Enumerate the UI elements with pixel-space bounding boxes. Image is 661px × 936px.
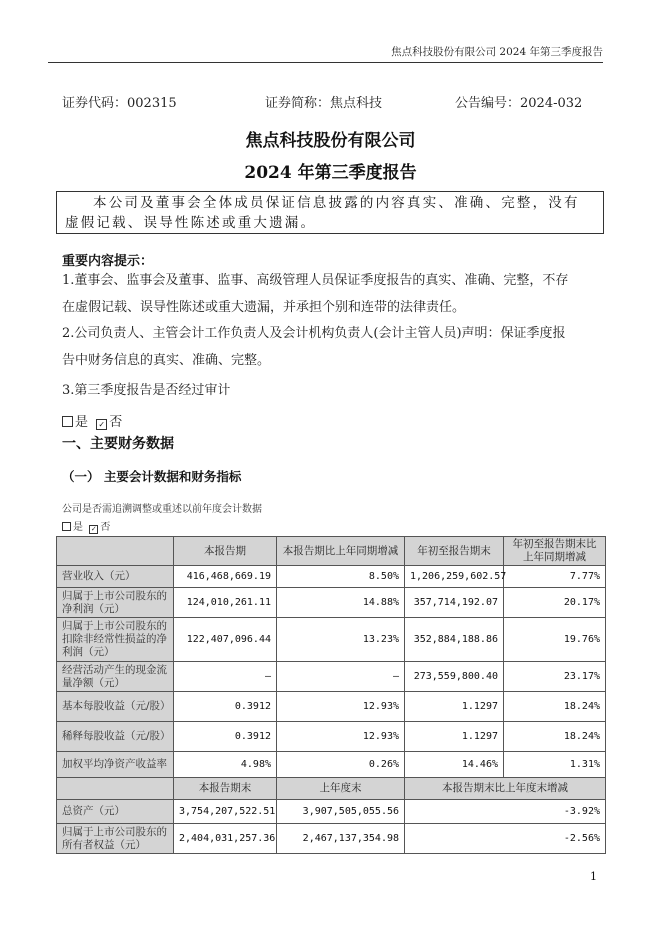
column-header: 本报告期 xyxy=(174,537,277,566)
row-label: 经营活动产生的现金流量净额（元） xyxy=(57,662,174,692)
row-label: 归属于上市公司股东的扣除非经常性损益的净利润（元） xyxy=(57,618,174,662)
table-row xyxy=(57,588,606,618)
restatement-options xyxy=(62,518,110,534)
cell-value: 7.77% xyxy=(504,566,606,588)
report-title: 2024 年第三季度报告 xyxy=(244,163,417,183)
cell-value: 12.93% xyxy=(277,692,405,722)
audit-options xyxy=(62,411,122,430)
restatement-yes-label: 是 xyxy=(73,522,83,533)
table-row xyxy=(57,662,606,692)
table-header-row xyxy=(57,537,606,566)
restatement-yes-checkbox[interactable] xyxy=(62,522,71,531)
cell-value: -2.56% xyxy=(405,824,606,854)
table-row xyxy=(57,692,606,722)
cell-value: 23.17% xyxy=(504,662,606,692)
cell-value: — xyxy=(174,662,277,692)
cell-value: 2,467,137,354.98 xyxy=(277,824,405,854)
cell-value: 13.23% xyxy=(277,618,405,662)
column-header: 年初至报告期末 xyxy=(405,537,504,566)
restatement-no-checkbox-checked[interactable]: ✓ xyxy=(90,525,97,533)
cell-value: 122,407,096.44 xyxy=(174,618,277,662)
important-item-3: 3.第三季度报告是否经过审计 xyxy=(62,383,231,398)
restatement-question: 公司是否需追溯调整或重述以前年度会计数据 xyxy=(62,504,262,515)
cell-value: 1,206,259,602.57 xyxy=(405,566,504,588)
important-item-1 xyxy=(62,267,602,321)
audit-yes-checkbox[interactable] xyxy=(62,416,73,427)
cell-value: 18.24% xyxy=(504,692,606,722)
row-label: 稀释每股收益（元/股） xyxy=(57,722,174,752)
notice-line-1: 本公司及董事会全体成员保证信息披露的内容真实、准确、完整，没有 xyxy=(93,195,580,211)
cell-value: 14.88% xyxy=(277,588,405,618)
cell-value: 3,754,207,522.51 xyxy=(174,800,277,824)
restatement-no-label: 否 xyxy=(100,522,111,533)
column-header: 年初至报告期末比上年同期增减 xyxy=(504,537,606,566)
important-item-1-line-2: 在虚假记载、误导性陈述或重大遗漏，并承担个别和连带的法律责任。 xyxy=(62,300,466,315)
cell-value: 8.50% xyxy=(277,566,405,588)
cell-value: 18.24% xyxy=(504,722,606,752)
column-header: 本报告期比上年同期增减 xyxy=(277,537,405,566)
column-header xyxy=(57,537,174,566)
row-label: 营业收入（元） xyxy=(57,566,174,588)
column-header xyxy=(57,778,174,800)
cell-value: — xyxy=(277,662,405,692)
cell-value: 4.98% xyxy=(174,752,277,778)
cell-value: 2,404,031,257.36 xyxy=(174,824,277,854)
important-item-2-line-2: 告中财务信息的真实、准确、完整。 xyxy=(62,353,271,368)
table-row xyxy=(57,752,606,778)
cell-value: 0.3912 xyxy=(174,722,277,752)
cell-value: -3.92% xyxy=(405,800,606,824)
financial-data-table xyxy=(56,536,606,854)
audit-no-label: 否 xyxy=(109,415,123,430)
cell-value: 14.46% xyxy=(405,752,504,778)
table-row xyxy=(57,618,606,662)
column-header: 上年度末 xyxy=(277,778,405,800)
running-header: 焦点科技股份有限公司 2024 年第三季度报告 xyxy=(48,44,603,63)
important-heading: 重要内容提示： xyxy=(62,254,154,269)
cell-value: 1.1297 xyxy=(405,692,504,722)
notice-box xyxy=(56,191,604,234)
cell-value: 357,714,192.07 xyxy=(405,588,504,618)
page-number: 1 xyxy=(590,870,597,883)
important-item-2-line-1: 2.公司负责人、主管会计工作负责人及会计机构负责人(会计主管人员)声明：保证季度报 xyxy=(62,326,566,341)
important-item-2 xyxy=(62,320,602,374)
audit-no-checkbox-checked[interactable]: ✓ xyxy=(96,419,107,430)
cell-value: 20.17% xyxy=(504,588,606,618)
cell-value: 273,559,800.40 xyxy=(405,662,504,692)
company-name: 焦点科技股份有限公司 xyxy=(245,131,416,151)
column-header: 本报告期末比上年度末增减 xyxy=(405,778,606,800)
column-header: 本报告期末 xyxy=(174,778,277,800)
cell-value: 0.26% xyxy=(277,752,405,778)
cell-value: 124,010,261.11 xyxy=(174,588,277,618)
table-row xyxy=(57,722,606,752)
cell-value: 416,468,669.19 xyxy=(174,566,277,588)
row-label: 基本每股收益（元/股） xyxy=(57,692,174,722)
row-label: 归属于上市公司股东的所有者权益（元） xyxy=(57,824,174,854)
security-code: 证券代码：002315 xyxy=(62,96,177,111)
table-row xyxy=(57,824,606,854)
row-label: 加权平均净资产收益率 xyxy=(57,752,174,778)
row-label: 归属于上市公司股东的净利润（元） xyxy=(57,588,174,618)
security-name: 证券简称：焦点科技 xyxy=(265,96,383,111)
cell-value: 19.76% xyxy=(504,618,606,662)
row-label: 总资产（元） xyxy=(57,800,174,824)
section-title: 一、主要财务数据 xyxy=(62,436,174,452)
cell-value: 1.31% xyxy=(504,752,606,778)
table-row xyxy=(57,800,606,824)
subsection-title: （一） 主要会计数据和财务指标 xyxy=(62,469,242,484)
cell-value: 3,907,505,055.56 xyxy=(277,800,405,824)
cell-value: 12.93% xyxy=(277,722,405,752)
notice-line-2: 虚假记载、误导性陈述或重大遗漏。 xyxy=(65,215,317,231)
table-header-row xyxy=(57,778,606,800)
cell-value: 0.3912 xyxy=(174,692,277,722)
cell-value: 1.1297 xyxy=(405,722,504,752)
audit-yes-label: 是 xyxy=(75,415,89,430)
announcement-number: 公告编号：2024-032 xyxy=(455,96,583,111)
important-item-1-line-1: 1.董事会、监事会及董事、监事、高级管理人员保证季度报告的真实、准确、完整，不存 xyxy=(62,273,569,288)
cell-value: 352,884,188.86 xyxy=(405,618,504,662)
table-row xyxy=(57,566,606,588)
